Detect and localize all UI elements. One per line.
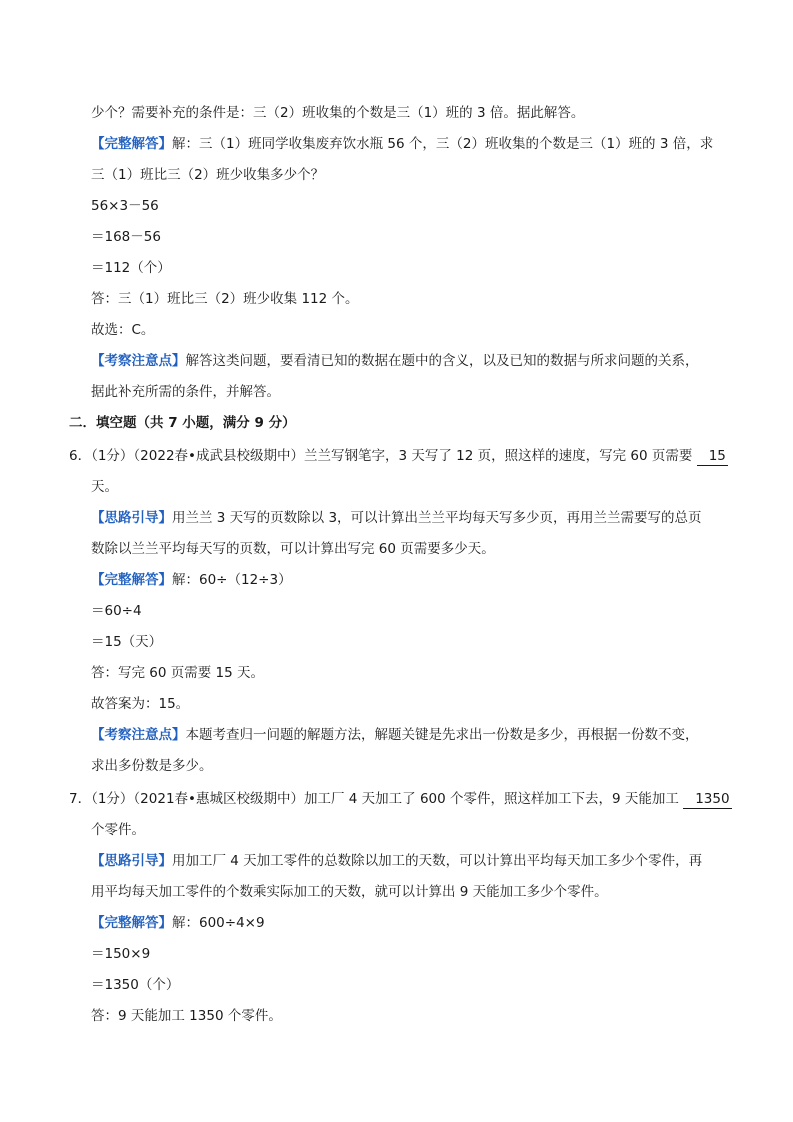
q7-stem-line1: 7．（1分）（2021春•惠城区校级期中）加工厂 4 天加工了 600 个零件，照这样加工下去，9 天能加工 1350 bbox=[69, 791, 730, 807]
q5-calc-line1: 56×3－56 bbox=[91, 198, 159, 214]
q6-solution-line1: 【完整解答】解：60÷（12÷3） bbox=[91, 572, 292, 588]
q6-answer: 答：写完 60 页需要 15 天。 bbox=[91, 665, 265, 681]
q7-calc-line2: ＝150×9 bbox=[91, 946, 151, 962]
q6-stem-line2: 天。 bbox=[91, 479, 118, 495]
solution-tag: 【完整解答】 bbox=[91, 572, 172, 588]
q5-choice: 故选：C。 bbox=[91, 322, 155, 338]
solution-tag: 【完整解答】 bbox=[91, 136, 172, 152]
q5-calc-line2: ＝168－56 bbox=[91, 229, 161, 245]
section-title: 二．填空题（共 7 小题，满分 9 分） bbox=[69, 415, 296, 431]
solution-tag: 【完整解答】 bbox=[91, 915, 172, 931]
q5-answer: 答：三（1）班比三（2）班少收集 112 个。 bbox=[91, 291, 359, 307]
q6-hint-line2: 数除以兰兰平均每天写的页数，可以计算出写完 60 页需要多少天。 bbox=[91, 541, 495, 557]
note-tag: 【考察注意点】 bbox=[91, 353, 186, 369]
q7-hint-line1: 【思路引导】用加工厂 4 天加工零件的总数除以加工的天数，可以计算出平均每天加工多少个零件，再 bbox=[91, 853, 703, 869]
note-tag: 【考察注意点】 bbox=[91, 727, 186, 743]
hint-tag: 【思路引导】 bbox=[91, 510, 172, 526]
q5-calc-line3: ＝112（个） bbox=[91, 260, 171, 276]
q6-note-line1: 【考察注意点】本题考查归一问题的解题方法，解题关键是先求出一份数是多少，再根据一份数不变， bbox=[91, 727, 699, 743]
q5-note-line2: 据此补充所需的条件，并解答。 bbox=[91, 384, 280, 400]
q5-solution-line2: 三（1）班比三（2）班少收集多少个？ bbox=[91, 167, 325, 183]
q5-note-line1: 【考察注意点】解答这类问题，要看清已知的数据在题中的含义，以及已知的数据与所求问题的关系， bbox=[91, 353, 699, 369]
q6-final-answer: 故答案为：15。 bbox=[91, 696, 190, 712]
q6-calc-line2: ＝60÷4 bbox=[91, 603, 142, 619]
q6-answer-blank: 15 bbox=[697, 448, 728, 466]
q6-stem-line1: 6．（1分）（2022春•成武县校级期中）兰兰写钢笔字，3 天写了 12 页，照这样的速度，写完 60 页需要 15 bbox=[69, 448, 726, 464]
q7-hint-line2: 用平均每天加工零件的个数乘实际加工的天数，就可以计算出 9 天能加工多少个零件。 bbox=[91, 884, 608, 900]
q7-answer-blank: 1350 bbox=[683, 791, 731, 809]
q6-hint-line1: 【思路引导】用兰兰 3 天写的页数除以 3，可以计算出兰兰平均每天写多少页，再用兰兰需要写的总页 bbox=[91, 510, 702, 526]
q6-calc-line3: ＝15（天） bbox=[91, 634, 163, 650]
hint-tag: 【思路引导】 bbox=[91, 853, 172, 869]
q6-note-line2: 求出多份数是多少。 bbox=[91, 758, 213, 774]
q7-stem-line2: 个零件。 bbox=[91, 822, 145, 838]
q7-solution-line1: 【完整解答】解：600÷4×9 bbox=[91, 915, 265, 931]
q5-solution-line1: 【完整解答】解：三（1）班同学收集废弃饮水瓶 56 个，三（2）班收集的个数是三（1）班的 3 倍，求 bbox=[91, 136, 714, 152]
q5-analysis-line: 少个？需要补充的条件是：三（2）班收集的个数是三（1）班的 3 倍。据此解答。 bbox=[91, 105, 585, 121]
q7-calc-line3: ＝1350（个） bbox=[91, 977, 180, 993]
q7-answer: 答：9 天能加工 1350 个零件。 bbox=[91, 1008, 282, 1024]
